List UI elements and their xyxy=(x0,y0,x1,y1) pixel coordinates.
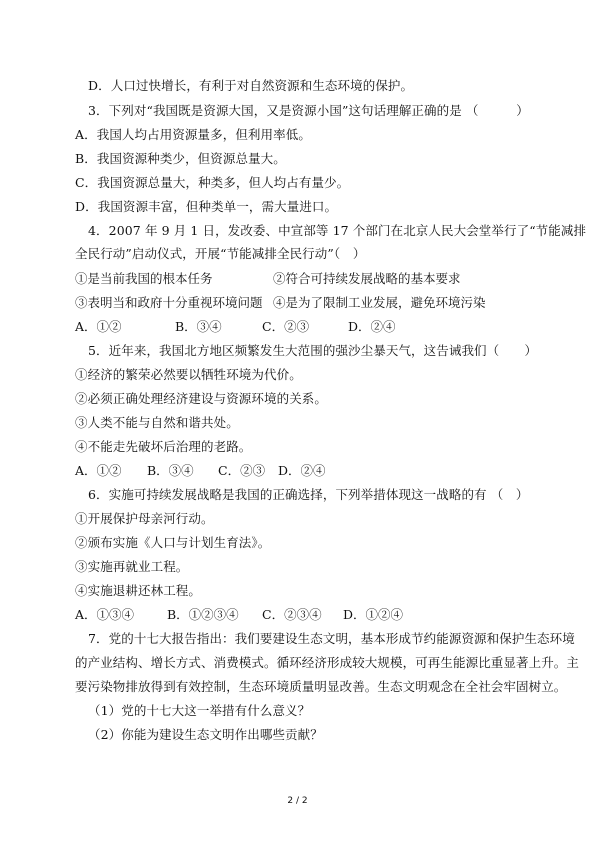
q7-line-1: 7．党的十七大报告指出：我们要建设生态文明，基本形成节约能源资源和保护生态环境 xyxy=(88,631,575,646)
q4-item-3: ③表明当和政府十分重视环境问题 xyxy=(75,295,263,310)
q6-choice-a: A．①③④ xyxy=(75,607,135,622)
q7-sub-question-2: （2）你能为建设生态文明作出哪些贡献？ xyxy=(88,727,323,742)
q4-choice-d: D．②④ xyxy=(348,319,396,334)
q7-sub-question-1: （1）党的十七大这一举措有什么意义？ xyxy=(88,703,311,718)
q4-item-1: ①是当前我国的根本任务 xyxy=(75,271,213,286)
q5-choice-a: A．①② xyxy=(75,463,122,478)
q6-item-2: ②颁布实施《人口与计划生育法》。 xyxy=(75,535,271,550)
q6-stem: 6．实施可持续发展战略是我国的正确选择，下列举措体现这一战略的有 （ ） xyxy=(88,487,529,502)
q5-item-4: ④不能走先破坏后治理的老路。 xyxy=(75,439,252,454)
q3-option-c: C．我国资源总量大，种类多，但人均占有量少。 xyxy=(75,175,350,190)
q6-choice-b: B．①②③④ xyxy=(167,607,239,622)
q4-stem-line-2: 全民行动”启动仪式，开展“节能减排全民行动”（ ） xyxy=(75,246,366,261)
q6-item-3: ③实施再就业工程。 xyxy=(75,559,189,574)
q7-line-3: 要污染物排放得到有效控制，生态环境质量明显改善。生态文明观念在全社会牢固树立。 xyxy=(75,679,567,694)
q5-stem: 5．近年来，我国北方地区频繁发生大范围的强沙尘暴天气，这告诫我们（ ） xyxy=(88,343,538,358)
q3-option-a: A．我国人均占用资源量多，但利用率低。 xyxy=(75,127,311,142)
q3-option-b: B．我国资源种类少，但资源总量大。 xyxy=(75,151,286,166)
q5-item-3: ③人类不能与自然和谐共处。 xyxy=(75,415,239,430)
q5-choice-d: D．②④ xyxy=(278,463,326,478)
q6-choice-d: D．①②④ xyxy=(343,607,404,622)
q3-option-d: D．我国资源丰富，但种类单一，需大量进口。 xyxy=(75,199,338,214)
q5-item-2: ②必须正确处理经济建设与资源环境的关系。 xyxy=(75,391,328,406)
q4-choice-a: A．①② xyxy=(75,319,122,334)
q4-item-2: ②符合可持续发展战略的基本要求 xyxy=(273,271,461,286)
q4-stem-line-1: 4．2007 年 9 月 1 日，发改委、中宣部等 17 个部门在北京人民大会堂举行了“节能减排 xyxy=(88,223,587,238)
q5-item-1: ①经济的繁荣必然要以牺牲环境为代价。 xyxy=(75,367,302,382)
q3-stem: 3．下列对“我国既是资源大国，又是资源小国”这句话理解正确的是 （ ） xyxy=(88,103,529,118)
page-number: 2 / 2 xyxy=(287,796,308,806)
q4-choice-c: C．②③ xyxy=(262,319,310,334)
q5-choice-b: B．③④ xyxy=(147,463,194,478)
q4-item-4: ④是为了限制工业发展，避免环境污染 xyxy=(273,295,486,310)
q6-item-1: ①开展保护母亲河行动。 xyxy=(75,511,214,526)
q4-choice-b: B．③④ xyxy=(175,319,222,334)
q7-line-2: 的产业结构、增长方式、消费模式。循环经济形成较大规模，可再生能源比重显著上升。主 xyxy=(75,655,580,670)
q2-option-d: D．人口过快增长，有利于对自然资源和生态环境的保护。 xyxy=(88,78,414,93)
q6-choice-c: C．②③④ xyxy=(262,607,322,622)
q6-item-4: ④实施退耕还林工程。 xyxy=(75,583,202,598)
q5-choice-c: C．②③ xyxy=(218,463,266,478)
